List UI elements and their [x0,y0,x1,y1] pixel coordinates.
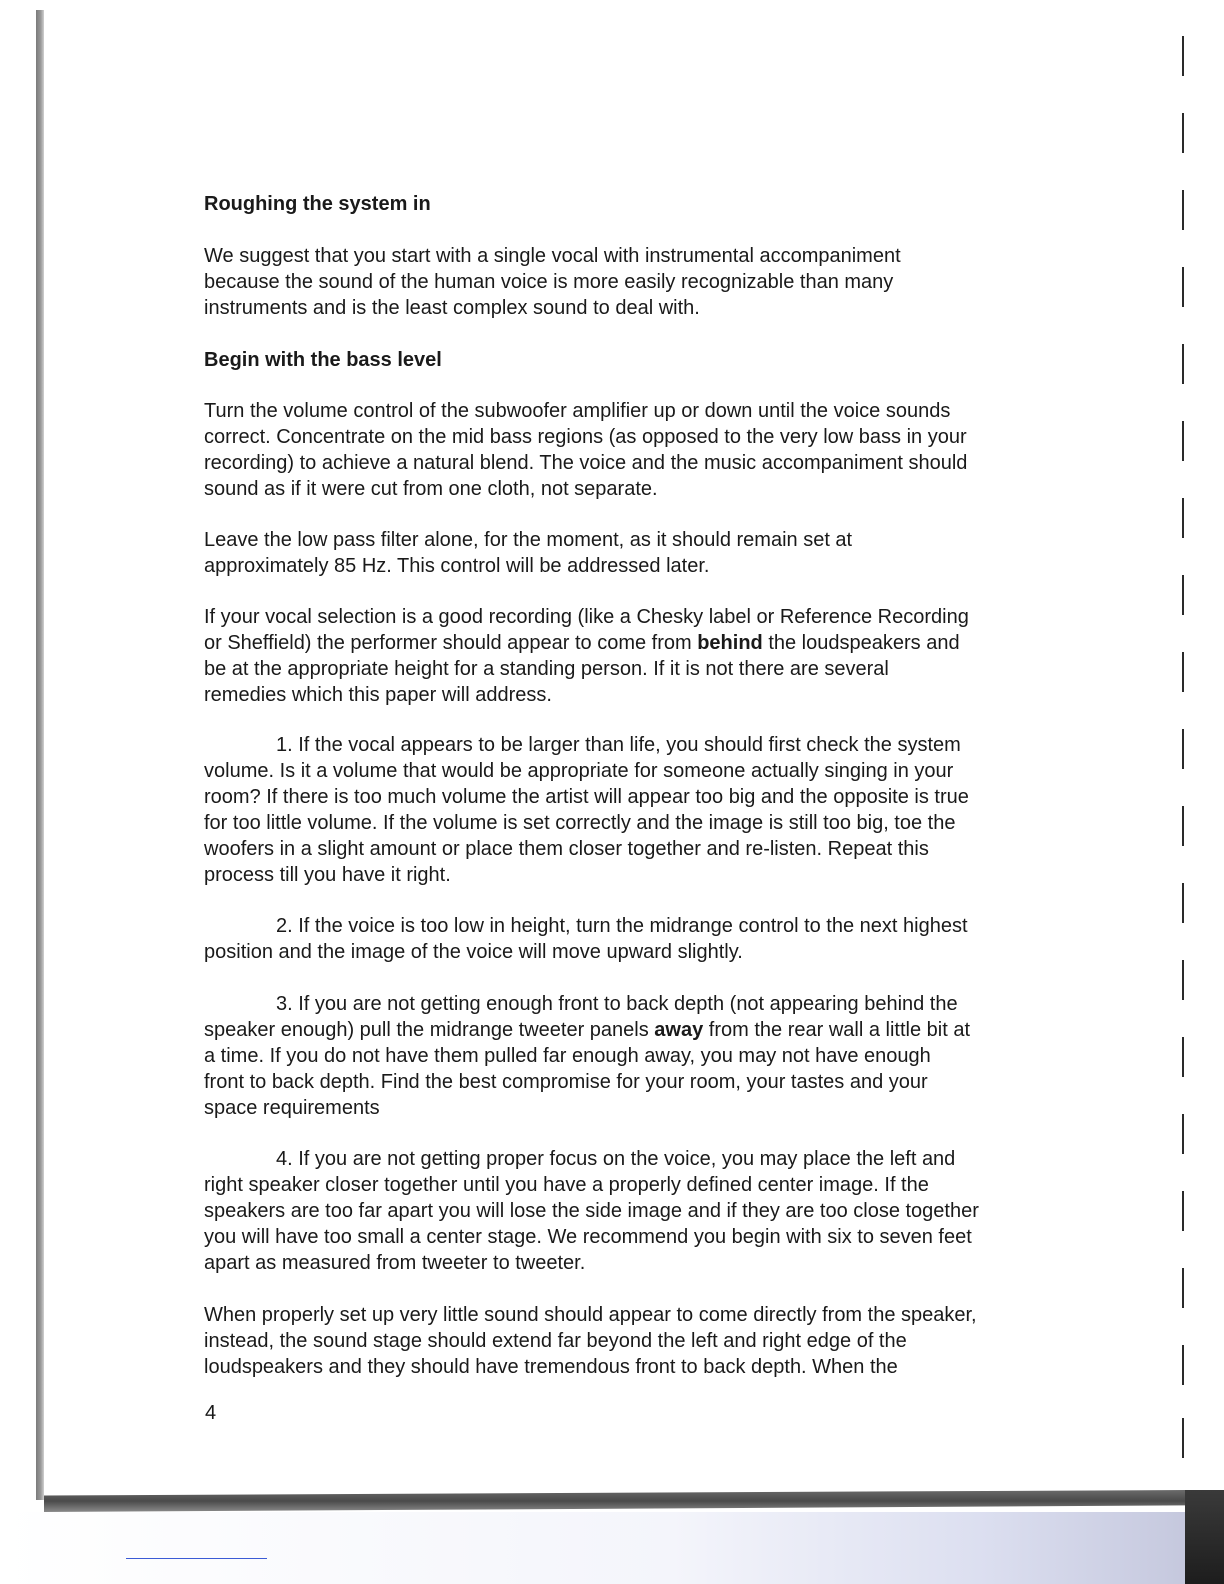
heading-bass-level: Begin with the bass level [204,349,442,371]
binding-mark [1182,1268,1184,1308]
binding-mark [1182,113,1184,153]
scan-corner-shadow [1185,1490,1224,1584]
binding-mark [1182,806,1184,846]
binding-mark [1182,421,1184,461]
binding-mark [1182,1418,1184,1458]
paragraph-text: the loudspeakers and be at the appropriate height for a standing person. If it is not there are several remedies which this paper will address. [204,632,960,706]
binding-mark [1182,1114,1184,1154]
paragraph-sound-stage: When properly set up very little sound should appear to come directly from the speaker, instead, the sound stage should extend far beyond the left and right edge of the loudspeakers and they should have tremendous front to back depth. When the [204,1304,977,1378]
binding-mark [1182,190,1184,230]
binding-mark [1182,344,1184,384]
binding-mark [1182,883,1184,923]
list-item-larger-than-life: 1. If the vocal appears to be larger than life, you should first check the system volume. Is it a volume that would be appropriate for someone actually singing in your room? If there is too much volume the artist will appear too big and the opposite is true for too little volume. If the volume is set correctly and the image is still too big, toe the woofers in a slight amount or place them closer together and re-listen. Repeat this process till you have it right. [204,734,969,886]
emphasis-away: away [654,1019,704,1041]
heading-roughing-system: Roughing the system in [204,193,431,215]
binding-mark [1182,498,1184,538]
list-item-front-back-depth [204,991,1124,1121]
scan-left-edge [36,10,44,1500]
binding-mark [1182,1191,1184,1231]
scan-blue-line [126,1558,267,1559]
binding-mark [1182,652,1184,692]
binding-mark [1182,1037,1184,1077]
paragraph-text: If your vocal selection is a good recording (like a Chesky label or Reference Recording or Sheffield) the performer should appear to come from [204,606,969,654]
binding-mark [1182,267,1184,307]
binding-mark [1182,36,1184,76]
binding-mark [1182,960,1184,1000]
paragraph-vocal-selection [204,604,1124,708]
emphasis-behind: behind [697,632,763,654]
binding-mark [1182,1345,1184,1385]
list-item-voice-height: 2. If the voice is too low in height, turn the midrange control to the next highest position and the image of the voice will move upward slightly. [204,915,968,963]
list-item-text: from the rear wall a little bit at a time. If you do not have them pulled far enough away, you may not have enough front to back depth. Find the best compromise for your room, your tastes and your space requirements [204,1019,971,1119]
list-item-focus: 4. If you are not getting proper focus on the voice, you may place the left and right speaker closer together until you have a properly defined center image. If the speakers are too far apart you will lose the side image and if they are too close together you will have too small a center stage. We recommend you begin with six to seven feet apart as measured from tweeter to tweeter. [204,1148,979,1274]
binding-mark [1182,729,1184,769]
binding-mark [1182,575,1184,615]
paragraph-vocal-start: We suggest that you start with a single vocal with instrumental accompaniment because the sound of the human voice is more easily recognizable than many instruments and is the least complex sound to deal with. [204,245,901,319]
scan-bottom-shadow [0,1512,1224,1584]
paragraph-volume-control: Turn the volume control of the subwoofer amplifier up or down until the voice sounds correct. Concentrate on the mid bass regions (as opposed to the very low bass in your recording) to achieve a natural blend. The voice and the music accompaniment should sound as if it were cut from one cloth, not separate. [204,400,968,500]
list-item-text: 3. If you are not getting enough front to back depth (not appearing behind the speaker enough) pull the midrange tweeter panels [204,993,958,1041]
scan-bottom-edge [44,1490,1186,1512]
paragraph-low-pass-filter: Leave the low pass filter alone, for the moment, as it should remain set at approximately 85 Hz. This control will be addressed later. [204,529,853,577]
page-number: 4 [205,1402,217,1424]
